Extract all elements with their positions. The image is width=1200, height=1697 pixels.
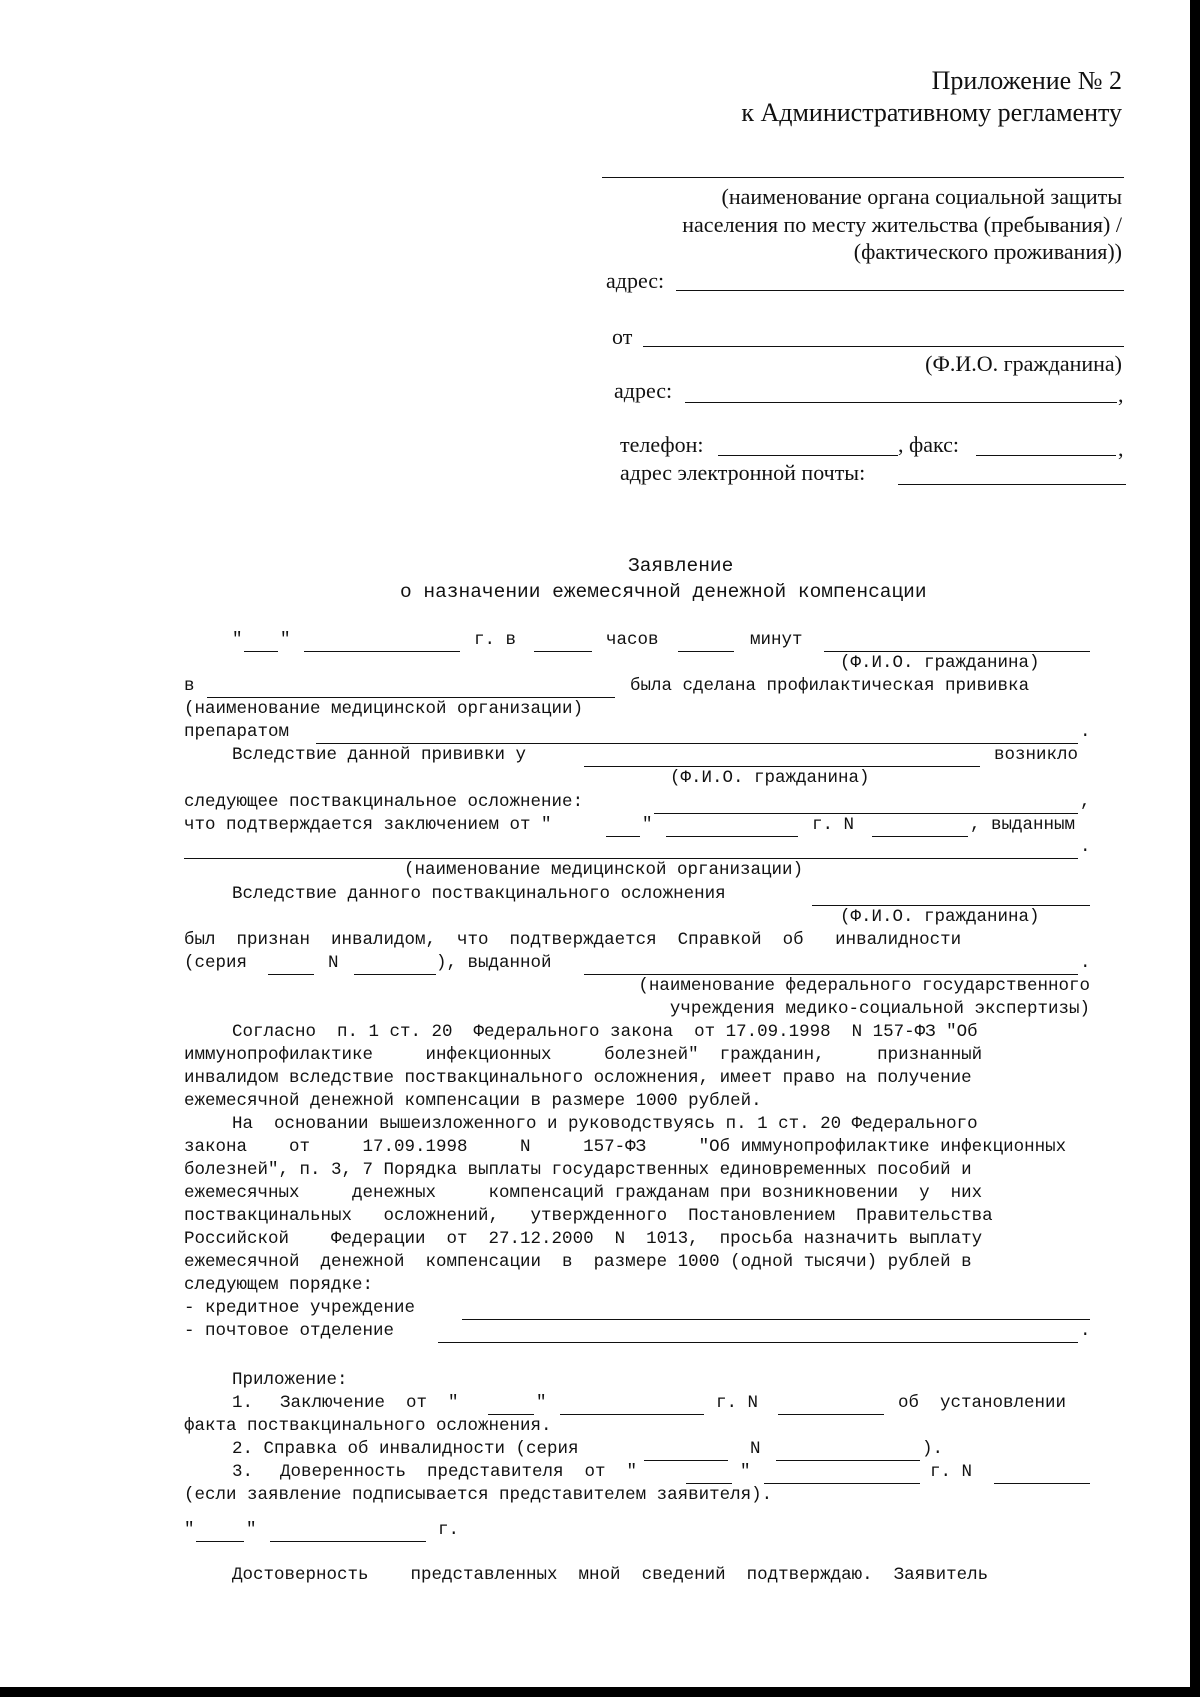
paragraph-2-line-8: следующем порядке: xyxy=(184,1275,374,1295)
attachment-3-number-field[interactable] xyxy=(994,1483,1090,1484)
series-field[interactable] xyxy=(268,974,314,975)
email-label: адрес электронной почты: xyxy=(620,460,866,485)
minutes-label: минут xyxy=(750,630,803,650)
paragraph-2-line-7: ежемесячной денежной компенсации в размере 1000 (одной тысячи) рублей в xyxy=(184,1252,972,1272)
attachment-2-label: 2. Справка об инвалидности (серия xyxy=(232,1439,579,1459)
conclusion-quote-close: " xyxy=(642,815,653,835)
disabled-name-field[interactable] xyxy=(812,905,1090,906)
appendix-regulation: к Административному регламенту xyxy=(741,98,1122,127)
post-office-dot: . xyxy=(1080,1321,1091,1341)
attachments-heading: Приложение: xyxy=(232,1370,348,1390)
confirmation-text: Достоверность представленных мной сведений подтверждаю. Заявитель xyxy=(232,1565,989,1585)
organ-hint-line-2: населения по месту жительства (пребывания) / xyxy=(682,212,1122,237)
hours-label: часов xyxy=(606,630,659,650)
organ-hint-line-1: (наименование органа социальной защиты xyxy=(721,184,1122,209)
preparation-dot: . xyxy=(1080,722,1091,742)
paragraph-1-line-4: ежемесячной денежной компенсации в размере 1000 рублей. xyxy=(184,1091,762,1111)
email-field[interactable] xyxy=(898,484,1126,485)
certificate-number-field[interactable] xyxy=(354,974,436,975)
attachment-3-label: Доверенность представителя от " xyxy=(280,1462,638,1482)
attachment-1-label: Заключение от " xyxy=(280,1393,459,1413)
vaccination-done-text: была сделана профилактическая прививка xyxy=(630,676,1030,696)
applicant-fio-hint: (Ф.И.О. гражданина) xyxy=(925,351,1122,376)
attachment-1-quote: " xyxy=(536,1393,547,1413)
date-quote-close: " xyxy=(280,630,291,650)
applicant-name-field[interactable] xyxy=(643,346,1124,347)
fax-field[interactable] xyxy=(976,455,1116,456)
attachment-2-number-field[interactable] xyxy=(776,1460,920,1461)
paragraph-2-line-2: закона от 17.09.1998 N 157-ФЗ "Об иммунопрофилактике инфекционных xyxy=(184,1137,1067,1157)
med-org-dot: . xyxy=(1080,837,1091,857)
paragraph-1-line-1: Согласно п. 1 ст. 20 Федерального закона от 17.09.1998 N 157-ФЗ "Об xyxy=(232,1022,978,1042)
affected-name-field[interactable] xyxy=(584,766,980,767)
attachment-3-quote: " xyxy=(740,1462,751,1482)
credit-institution-label: - кредитное учреждение xyxy=(184,1298,416,1318)
confirmed-by-text: что подтверждается заключением от " xyxy=(184,815,552,835)
arose-text: возникло xyxy=(994,745,1079,765)
document-subtitle: о назначении ежемесячной денежной компенсации xyxy=(400,581,927,603)
conclusion-month-field[interactable] xyxy=(666,836,798,837)
footer-month-field[interactable] xyxy=(270,1541,426,1542)
hours-field[interactable] xyxy=(534,651,592,652)
address-comma: , xyxy=(1118,382,1124,407)
in-label: в xyxy=(184,676,195,696)
post-office-field[interactable] xyxy=(438,1342,1078,1343)
med-org-field-1[interactable] xyxy=(207,697,615,698)
fio-hint-1: (Ф.И.О. гражданина) xyxy=(840,653,1040,673)
footer-year: г. xyxy=(438,1520,460,1540)
paragraph-1-line-2: иммунопрофилактике инфекционных болезней" гражданин, признанный xyxy=(184,1045,983,1065)
attachment-1-month-field[interactable] xyxy=(560,1414,704,1415)
organ-address-field[interactable] xyxy=(676,290,1124,291)
paragraph-2-line-6: Российской Федерации от 27.12.2000 N 1013, просьба назначить выплату xyxy=(184,1229,983,1249)
expertise-dot: . xyxy=(1080,953,1091,973)
applicant-address-label: адрес: xyxy=(614,378,673,403)
issued2-text: ), выданной xyxy=(436,953,552,973)
year-at-label: г. в xyxy=(474,630,517,650)
preparation-field[interactable] xyxy=(316,743,1078,744)
paragraph-2-line-4: ежемесячных денежных компенсаций гражданам при возникновении у них xyxy=(184,1183,983,1203)
fio-hint-3: (Ф.И.О. гражданина) xyxy=(840,907,1040,927)
organ-hint-line-3: (фактического проживания)) xyxy=(853,239,1122,264)
paragraph-2-line-1: На основании вышеизложенного и руководствуясь п. 1 ст. 20 Федерального xyxy=(232,1114,978,1134)
fed-hint-2: учреждения медико-социальной экспертизы) xyxy=(669,999,1090,1019)
attachment-3-number: 3. xyxy=(232,1462,254,1482)
attachment-2-end: ). xyxy=(922,1439,944,1459)
attachment-1-number-field[interactable] xyxy=(778,1414,884,1415)
series-label: (серия xyxy=(184,953,248,973)
phone-label: телефон: xyxy=(620,432,704,457)
attachment-3-year-n: г. N xyxy=(930,1462,973,1482)
issued-text: , выданным xyxy=(970,815,1076,835)
conclusion-day-field[interactable] xyxy=(606,836,640,837)
footer-quote-close: " xyxy=(246,1520,257,1540)
n-label: N xyxy=(328,953,339,973)
preparation-label: препаратом xyxy=(184,722,290,742)
attachment-1-about: об установлении xyxy=(898,1393,1067,1413)
complication-label: следующее поствакцинальное осложнение: xyxy=(184,792,584,812)
attachment-2-n: N xyxy=(750,1439,761,1459)
attachment-3-month-field[interactable] xyxy=(764,1483,920,1484)
attachment-1-continuation: факта поствакцинального осложнения. xyxy=(184,1416,552,1436)
phone-field[interactable] xyxy=(718,455,898,456)
minutes-field[interactable] xyxy=(678,651,734,652)
applicant-address-field[interactable] xyxy=(685,402,1117,403)
attachment-3-continuation: (если заявление подписывается представителем заявителя). xyxy=(184,1485,773,1505)
vaccinated-name-field[interactable] xyxy=(824,651,1090,652)
attachment-1-day-field[interactable] xyxy=(488,1414,534,1415)
conclusion-number-field[interactable] xyxy=(872,836,968,837)
post-office-label: - почтовое отделение xyxy=(184,1321,395,1341)
footer-day-field[interactable] xyxy=(196,1541,244,1542)
month-field[interactable] xyxy=(304,651,460,652)
address-label: адрес: xyxy=(606,268,665,293)
expertise-institution-field[interactable] xyxy=(584,974,1078,975)
page-edge-right xyxy=(1190,0,1200,1697)
conclusion-year-n: г. N xyxy=(812,815,855,835)
attachment-3-day-field[interactable] xyxy=(686,1483,732,1484)
recognized-text: был признан инвалидом, что подтверждается Справкой об инвалидности xyxy=(184,930,962,950)
footer-quote-open: " xyxy=(184,1520,195,1540)
credit-institution-field[interactable] xyxy=(462,1319,1090,1320)
complication-field[interactable] xyxy=(654,813,1078,814)
fio-hint-2: (Ф.И.О. гражданина) xyxy=(670,768,870,788)
fax-label: , факс: xyxy=(898,432,960,457)
med-org-hint-1: (наименование медицинской организации) xyxy=(184,699,584,719)
due-to-complication-text: Вследствие данного поствакцинального осложнения xyxy=(232,884,726,904)
organ-name-field[interactable] xyxy=(602,177,1124,178)
med-org-field-2[interactable] xyxy=(184,858,1078,859)
document-title: Заявление xyxy=(628,555,734,577)
attachment-2-series-field[interactable] xyxy=(644,1460,728,1461)
fed-hint-1: (наименование федерального государственного xyxy=(638,976,1090,996)
from-label: от xyxy=(612,324,633,349)
complication-comma: , xyxy=(1080,792,1091,812)
page-edge-bottom xyxy=(0,1687,1200,1697)
fax-comma: , xyxy=(1118,436,1124,461)
med-org-hint-2: (наименование медицинской организации) xyxy=(404,860,804,880)
paragraph-1-line-3: инвалидом вследствие поствакцинального осложнения, имеет право на получение xyxy=(184,1068,972,1088)
attachment-1-year-n: г. N xyxy=(716,1393,759,1413)
paragraph-2-line-5: поствакцинальных осложнений, утвержденного Постановлением Правительства xyxy=(184,1206,993,1226)
due-to-vaccination-text: Вследствие данной прививки у xyxy=(232,745,527,765)
date-quote-open: " xyxy=(232,630,243,650)
paragraph-2-line-3: болезней", п. 3, 7 Порядка выплаты государственных единовременных пособий и xyxy=(184,1160,972,1180)
appendix-number: Приложение № 2 xyxy=(931,66,1122,95)
day-field[interactable] xyxy=(244,651,278,652)
attachment-1-number: 1. xyxy=(232,1393,254,1413)
